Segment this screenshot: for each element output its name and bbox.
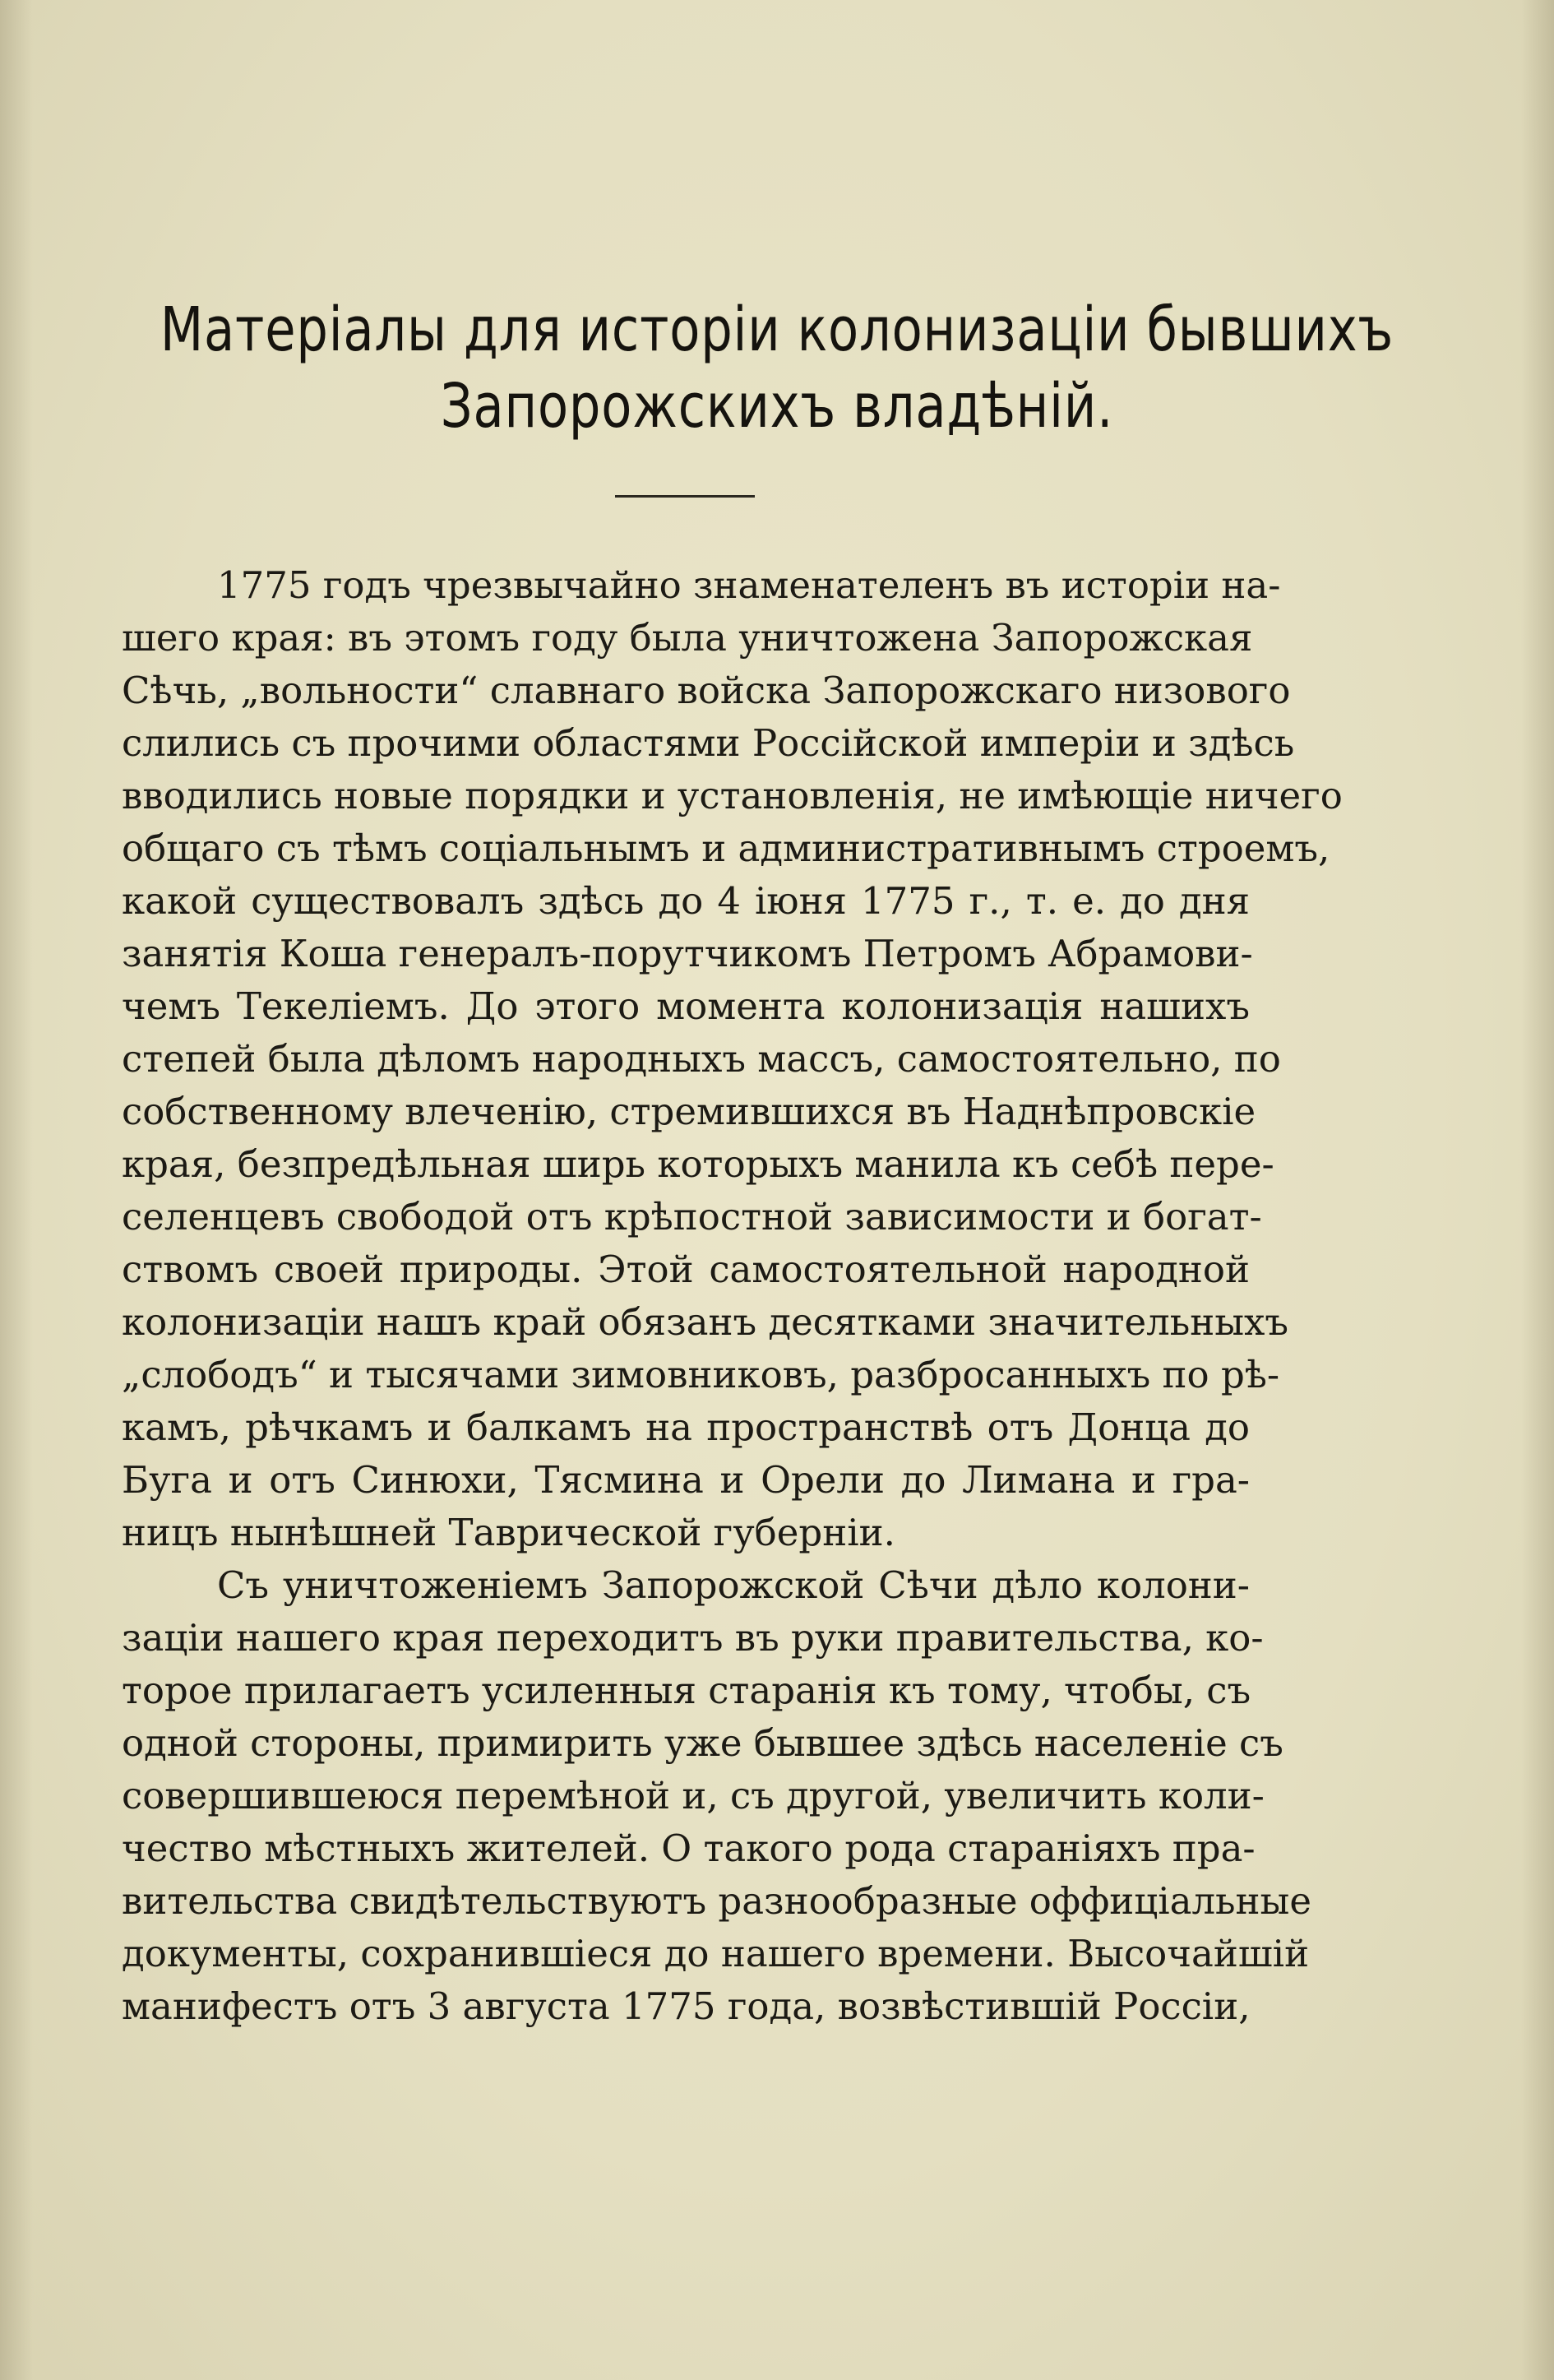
- text-line: Буга и отъ Синюхи, Тясмина и Орели до Лимана и гра-: [122, 1458, 1250, 1502]
- text-line: камъ, рѣчкамъ и балкамъ на пространствѣ отъ Донца до: [122, 1405, 1250, 1449]
- text-line: ствомъ своей природы. Этой самостоятельной народной: [122, 1248, 1250, 1291]
- text-line: манифестъ отъ 3 августа 1775 года, возвѣстившій Россіи,: [122, 1984, 1251, 2028]
- text-line: документы, сохранившіеся до нашего времени. Высочайшій: [122, 1932, 1310, 1975]
- page-title-line-2: Запорожскихъ владѣній.: [440, 371, 1114, 442]
- page-edge-shadow-right: [1521, 0, 1554, 2380]
- text-line: собственному влеченію, стремившихся въ Наднѣпровскіе: [122, 1090, 1256, 1133]
- text-line: степей была дѣломъ народныхъ массъ, самостоятельно, по: [122, 1037, 1281, 1081]
- text-line: шего края: въ этомъ году была уничтожена Запорожская: [122, 616, 1253, 660]
- text-line: селенцевъ свободой отъ крѣпостной зависимости и богат-: [122, 1195, 1262, 1239]
- text-line: ницъ нынѣшней Таврической губерніи.: [122, 1511, 895, 1554]
- text-line: 1775 годъ чрезвычайно знаменателенъ въ исторіи на-: [217, 563, 1281, 607]
- text-line: торое прилагаетъ усиленныя старанія къ тому, чтобы, съ: [122, 1669, 1251, 1712]
- text-line: колонизаціи нашъ край обязанъ десятками значительныхъ: [122, 1300, 1289, 1344]
- text-line: Сѣчь, „вольности“ славнаго войска Запорожскаго низового: [122, 669, 1291, 712]
- text-line: вительства свидѣтельствуютъ разнообразные оффиціальные: [122, 1879, 1311, 1923]
- text-line: „слободъ“ и тысячами зимовниковъ, разбросанныхъ по рѣ-: [122, 1353, 1280, 1396]
- text-line: одной стороны, примирить уже бывшее здѣсь населеніе съ: [122, 1721, 1283, 1765]
- text-line: какой существовалъ здѣсь до 4 іюня 1775 г., т. е. до дня: [122, 879, 1250, 923]
- text-line: края, безпредѣльная ширь которыхъ манила къ себѣ пере-: [122, 1142, 1274, 1186]
- text-line: чемъ Текеліемъ. До этого момента колонизація нашихъ: [122, 984, 1250, 1028]
- text-line: совершившеюся перемѣной и, съ другой, увеличить коли-: [122, 1774, 1265, 1817]
- text-line: слились съ прочими областями Россійской имперіи и здѣсь: [122, 721, 1295, 765]
- text-line: чество мѣстныхъ жителей. О такого рода стараніяхъ пра-: [122, 1827, 1256, 1870]
- text-line: заціи нашего края переходитъ въ руки правительства, ко-: [122, 1616, 1264, 1660]
- text-line: занятія Коша генералъ-порутчикомъ Петромъ Абрамови-: [122, 932, 1253, 975]
- page-title-line-1: Матеріалы для исторіи колонизаціи бывшихъ: [160, 294, 1394, 365]
- page-edge-shadow-left: [0, 0, 33, 2380]
- text-line: вводились новые порядки и установленія, не имѣющіе ничего: [122, 774, 1343, 817]
- text-line: общаго съ тѣмъ соціальнымъ и административнымъ строемъ,: [122, 827, 1330, 870]
- text-line: Съ уничтоженіемъ Запорожской Сѣчи дѣло колони-: [217, 1563, 1250, 1607]
- title-divider: [615, 495, 755, 498]
